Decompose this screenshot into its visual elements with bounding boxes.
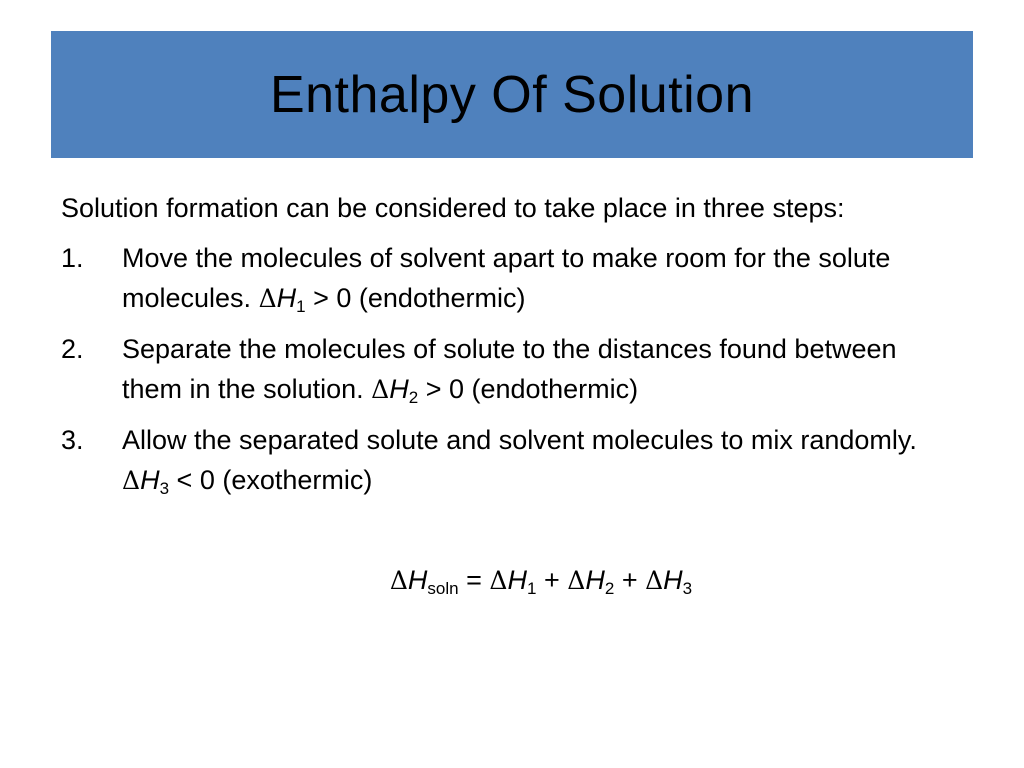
delta-symbol: Δ	[489, 566, 508, 595]
step-relation: > 0 (endothermic)	[313, 283, 526, 313]
equals-sign: =	[466, 565, 482, 595]
delta-symbol: Δ	[389, 566, 408, 595]
enthalpy-variable: H	[507, 565, 527, 595]
delta-symbol: Δ	[371, 375, 390, 404]
delta-symbol: Δ	[122, 466, 141, 495]
delta-symbol: Δ	[567, 566, 586, 595]
step-relation: > 0 (endothermic)	[425, 374, 639, 404]
slide-body	[61, 188, 941, 511]
step-3	[61, 420, 941, 501]
enthalpy-variable: H	[140, 465, 160, 495]
step-number: 3.	[61, 425, 84, 455]
enthalpy-variable: H	[276, 283, 297, 313]
enthalpy-subscript: 1	[526, 579, 537, 598]
enthalpy-subscript: 1	[296, 297, 306, 316]
step-text: Move the molecules of solvent apart to make room for the solute molecules.	[122, 243, 891, 313]
enthalpy-equation	[61, 560, 1021, 601]
enthalpy-subscript: 2	[408, 388, 419, 407]
step-number: 2.	[61, 334, 84, 364]
enthalpy-subscript: 2	[604, 579, 615, 598]
step-1	[61, 238, 941, 319]
delta-symbol: Δ	[258, 284, 277, 313]
plus-sign: +	[543, 565, 560, 595]
enthalpy-variable: H	[407, 565, 428, 595]
delta-symbol: Δ	[645, 566, 664, 595]
enthalpy-variable: H	[585, 565, 605, 595]
enthalpy-subscript: soln	[427, 579, 459, 598]
step-text: Allow the separated solute and solvent molecules to mix randomly.	[122, 425, 917, 455]
enthalpy-subscript: 3	[682, 579, 693, 598]
step-2	[61, 329, 941, 410]
step-relation: < 0 (exothermic)	[176, 465, 373, 495]
enthalpy-subscript: 3	[159, 479, 170, 498]
enthalpy-variable: H	[663, 565, 683, 595]
step-text: Separate the molecules of solute to the distances found between them in the solution.	[122, 334, 897, 404]
step-number: 1.	[61, 243, 84, 273]
slide-title: Enthalpy Of Solution	[269, 65, 755, 124]
intro-text: Solution formation can be considered to take place in three steps:	[61, 193, 845, 223]
enthalpy-variable: H	[389, 374, 409, 404]
plus-sign: +	[621, 565, 638, 595]
slide-title-bar	[51, 31, 973, 158]
